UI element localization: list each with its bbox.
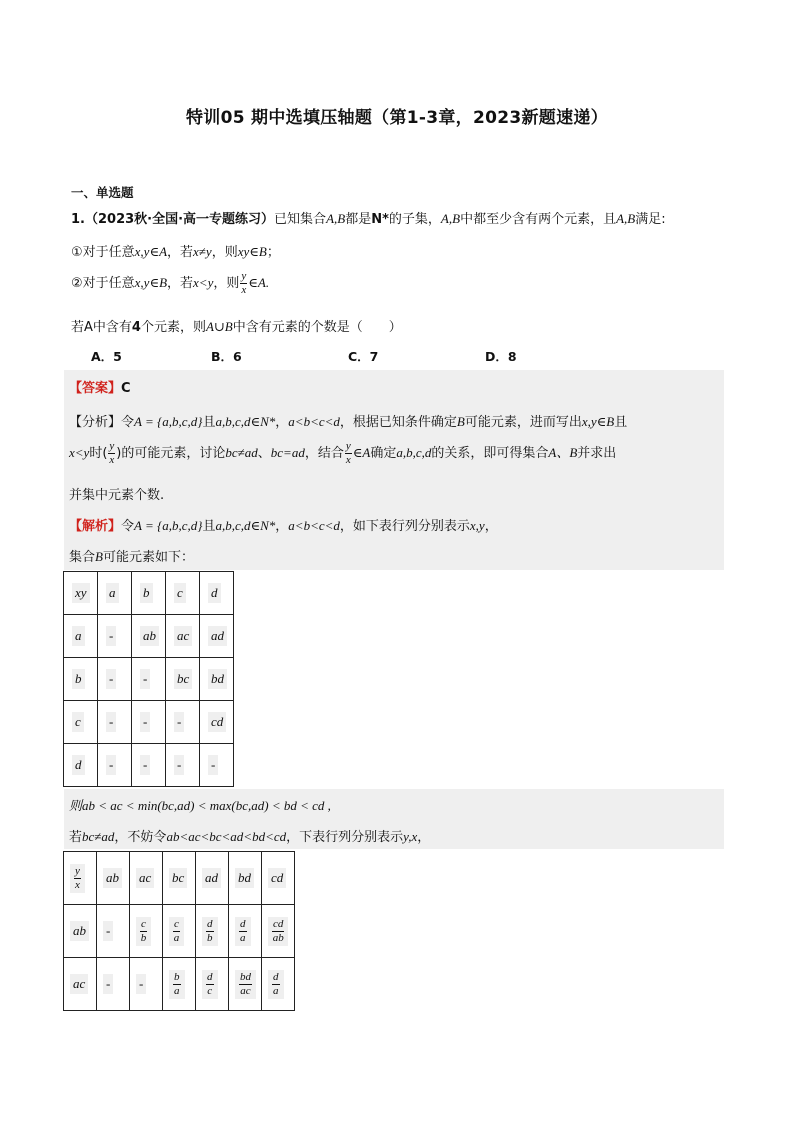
table-row	[64, 615, 234, 658]
math: ab<ac<bc<ad<bd<cd	[166, 829, 287, 844]
quotient-table	[63, 851, 295, 1011]
analysis-text: 并求出	[577, 446, 617, 461]
frac-num: y	[109, 440, 115, 452]
table-cell	[98, 615, 132, 658]
cell-text: bc	[174, 669, 192, 689]
table-cell	[98, 658, 132, 701]
cell-text: -	[140, 669, 150, 689]
table-cell	[98, 701, 132, 744]
table-cell	[132, 615, 166, 658]
cell-content	[235, 917, 251, 946]
fraction	[206, 919, 214, 944]
table-cell	[163, 905, 196, 958]
table-cell	[166, 615, 200, 658]
math: a,b,c,d	[396, 445, 432, 460]
solution-line-2	[69, 546, 194, 565]
cell-text: -	[106, 626, 116, 646]
math: a,b,c,d∈N*	[215, 518, 276, 533]
math: x<y	[193, 275, 214, 290]
math: bc=ad	[270, 445, 305, 460]
table-cell	[64, 658, 98, 701]
cell-text: -	[174, 755, 184, 775]
ask-text: 个元素，则	[140, 320, 206, 335]
row-label-cell	[64, 958, 97, 1011]
option-a[interactable]: A．5	[91, 349, 122, 364]
cell-text: a	[106, 583, 119, 603]
solution-text: ，下表行列分别表示	[286, 830, 404, 845]
math: x,y∈B	[581, 414, 615, 429]
table-cell	[130, 958, 163, 1011]
table-cell	[262, 958, 295, 1011]
table-row	[64, 658, 234, 701]
table-cell	[132, 701, 166, 744]
math-sets: A,B	[326, 211, 346, 226]
condition-2	[71, 271, 269, 296]
table-cell	[229, 958, 262, 1011]
math-nstar: N*	[371, 212, 389, 227]
table-cell	[166, 658, 200, 701]
cell-text: b	[140, 583, 153, 603]
math: a,b,c,d∈N*	[215, 414, 276, 429]
frac-num: b	[174, 970, 180, 983]
header-cell	[130, 852, 163, 905]
table-cell	[200, 744, 234, 787]
table-cell	[132, 658, 166, 701]
frac-den: x	[241, 284, 247, 296]
frac-num: d	[273, 970, 279, 983]
cell-content: -	[136, 974, 146, 994]
solution-text: ，如下表行列分别表示	[339, 519, 470, 534]
table-cell	[97, 958, 130, 1011]
question-stem	[71, 208, 666, 227]
solution-line-4	[69, 826, 430, 845]
analysis-text: ，结合	[304, 446, 344, 461]
analysis-text: 令	[121, 415, 135, 430]
answer-analysis-background	[64, 370, 724, 570]
cell-content: ac	[136, 868, 154, 888]
table-cell	[200, 615, 234, 658]
stem-text: 满足:	[635, 212, 666, 227]
cell-content	[202, 917, 218, 946]
analysis-text: 且	[202, 415, 216, 430]
ask-text: 中含有元素的个数是（ ）	[232, 320, 402, 335]
table-cell	[166, 701, 200, 744]
table-cell	[97, 905, 130, 958]
cell-text: a	[72, 626, 85, 646]
table-row	[64, 744, 234, 787]
table-cell	[229, 905, 262, 958]
question-source: （2023秋·全国·高一专题练习）	[84, 212, 275, 227]
table-cell	[64, 701, 98, 744]
solution-text: 可能元素如下：	[102, 550, 194, 565]
analysis-text: 确定	[370, 446, 397, 461]
math-sets: A,B	[616, 211, 636, 226]
cond-text: ，若	[167, 276, 194, 291]
analysis-text: 、	[257, 446, 271, 461]
cond-text: ①对于任意	[71, 245, 135, 260]
math: bc≠ad	[225, 445, 258, 460]
frac-den: a	[174, 984, 180, 997]
frac-den: ab	[272, 931, 284, 944]
solution-line-3	[69, 795, 331, 814]
header-cell	[166, 572, 200, 615]
solution-tag: 【解析】	[69, 519, 122, 534]
table-cell	[64, 744, 98, 787]
stem-text: 都是	[345, 212, 372, 227]
math: a<b<c<d	[288, 414, 340, 429]
cell-content: -	[103, 974, 113, 994]
solution-text: 集合	[69, 550, 96, 565]
analysis-text: ，根据已知条件确定	[339, 415, 457, 430]
analysis-text: 可能元素，进而写出	[464, 415, 582, 430]
math: y,x	[403, 829, 418, 844]
cell-text: -	[140, 712, 150, 732]
stem-text: 已知集合	[274, 212, 327, 227]
frac-den: ac	[240, 984, 251, 997]
cell-text: d	[72, 755, 85, 775]
header-cell	[97, 852, 130, 905]
cell-content	[268, 917, 288, 946]
solution-text: 且	[202, 519, 216, 534]
table-header-row	[64, 572, 234, 615]
math: x,y∈B	[134, 275, 168, 290]
header-cell	[98, 572, 132, 615]
cell-text: ad	[208, 626, 227, 646]
option-b[interactable]: B．6	[211, 349, 242, 364]
cell-text: c	[174, 583, 186, 603]
header-cell	[229, 852, 262, 905]
solution-line-1	[69, 515, 498, 534]
cell-content	[136, 917, 151, 946]
analysis-text: 且	[614, 415, 628, 430]
cell-text: -	[174, 712, 184, 732]
frac-den: a	[273, 984, 279, 997]
analysis-text: 的关系，即可得集合	[431, 446, 549, 461]
fraction	[272, 919, 284, 944]
row-label-cell	[64, 905, 97, 958]
frac-num: d	[207, 970, 213, 983]
cond-text: ，则	[213, 276, 240, 291]
math: ∈A	[352, 445, 371, 460]
analysis-text: ，	[275, 415, 289, 430]
cond-text: ，则	[211, 245, 238, 260]
frac-den: b	[207, 931, 213, 944]
cell-content: ab	[70, 921, 89, 941]
cell-text: d	[208, 583, 221, 603]
cell-text: -	[208, 755, 218, 775]
answer-line	[69, 377, 131, 396]
table-cell	[200, 701, 234, 744]
question-number: 1.	[71, 212, 85, 227]
cell-content	[70, 864, 85, 893]
cell-content: bc	[169, 868, 187, 888]
math: x≠y	[193, 244, 212, 259]
table-cell	[196, 958, 229, 1011]
cell-text: c	[72, 712, 84, 732]
math-sets: A,B	[440, 211, 461, 226]
math: x,y∈A	[134, 244, 168, 259]
cell-content	[202, 970, 218, 999]
cell-text: cd	[208, 712, 226, 732]
cell-text: ac	[174, 626, 192, 646]
math: A∪B	[205, 319, 233, 334]
math: B	[456, 414, 465, 429]
cell-text: xy	[72, 583, 90, 603]
math: A = {a,b,c,d}	[134, 414, 203, 429]
math: x,y	[469, 518, 485, 533]
solution-text: ，不妨令	[114, 830, 167, 845]
analysis-line-2	[69, 441, 616, 466]
header-cell	[132, 572, 166, 615]
table-cell	[132, 744, 166, 787]
math: B	[95, 549, 103, 564]
cell-content: -	[103, 921, 113, 941]
fraction	[173, 972, 181, 997]
frac-den: c	[207, 984, 213, 997]
cell-text: -	[106, 669, 116, 689]
fraction	[140, 919, 147, 944]
frac-den: x	[109, 454, 115, 466]
question-ask	[71, 316, 402, 335]
table-cell	[200, 658, 234, 701]
fraction-y-over-x	[240, 271, 247, 296]
frac-num: c	[174, 917, 179, 930]
frac-num: d	[240, 917, 246, 930]
cell-text: -	[140, 755, 150, 775]
stem-text: 中都至少含有两个元素，且	[460, 212, 617, 227]
solution-text: ，	[484, 519, 498, 534]
analysis-line-1	[69, 411, 627, 430]
table-cell	[163, 958, 196, 1011]
analysis-text: )的可能元素，讨论	[116, 446, 226, 461]
math: ∈A.	[248, 275, 270, 290]
cond-text: ；	[266, 245, 280, 260]
frac-den: a	[173, 931, 180, 944]
cell-content	[169, 970, 185, 999]
fraction	[239, 919, 247, 944]
fraction	[173, 919, 180, 944]
table-cell	[130, 905, 163, 958]
header-cell	[262, 852, 295, 905]
table-cell	[196, 905, 229, 958]
cell-text: ab	[140, 626, 159, 646]
table-row	[64, 905, 295, 958]
table-header-row	[64, 852, 295, 905]
cell-text: -	[106, 755, 116, 775]
cell-content: bd	[235, 868, 254, 888]
cell-content: ad	[202, 868, 221, 888]
header-cell	[64, 572, 98, 615]
math: x<y	[69, 445, 90, 460]
cond-text: ，若	[167, 245, 194, 260]
frac-num: cd	[273, 917, 284, 930]
table-row	[64, 701, 234, 744]
math: bc≠ad	[82, 829, 115, 844]
fraction	[206, 972, 214, 997]
corner-cell	[64, 852, 97, 905]
math: A、B	[548, 445, 578, 460]
cell-content: ab	[103, 868, 122, 888]
analysis-line-3: 并集中元素个数.	[69, 488, 165, 503]
fraction	[74, 866, 81, 891]
frac-num: c	[141, 917, 146, 930]
cell-text: bd	[208, 669, 227, 689]
answer-value: C	[121, 381, 131, 396]
fraction	[272, 972, 280, 997]
frac-num: bd	[240, 970, 251, 983]
header-cell	[163, 852, 196, 905]
solution-text: ，	[275, 519, 289, 534]
cond-text: ②对于任意	[71, 276, 135, 291]
math: a<b<c<d	[288, 518, 340, 533]
frac-num: y	[345, 440, 351, 452]
option-d[interactable]: D．8	[485, 349, 517, 364]
fraction	[239, 972, 252, 997]
frac-num: y	[241, 270, 247, 282]
fraction-y-over-x	[345, 441, 352, 466]
frac-num: y	[75, 864, 80, 877]
math: A = {a,b,c,d}	[134, 518, 203, 533]
analysis-text: 时(	[89, 446, 108, 461]
header-cell	[196, 852, 229, 905]
ask-text: 若A中含有	[71, 320, 132, 335]
solution-text: 若	[69, 830, 83, 845]
document-title: 特训05 期中选填压轴题（第1-3章，2023新题速递）	[185, 108, 608, 128]
cell-content	[268, 970, 284, 999]
table-row	[64, 958, 295, 1011]
solution-text: 令	[121, 519, 135, 534]
cell-content	[169, 917, 184, 946]
frac-den: x	[75, 878, 80, 891]
frac-den: a	[240, 931, 246, 944]
frac-den: b	[140, 931, 147, 944]
table-cell	[64, 615, 98, 658]
stem-text: 的子集，	[388, 212, 441, 227]
cell-text: -	[106, 712, 116, 732]
product-table	[63, 571, 234, 787]
table-cell	[98, 744, 132, 787]
frac-num: d	[207, 917, 213, 930]
condition-1	[71, 241, 280, 260]
solution-text: ，	[417, 830, 431, 845]
table-cell	[166, 744, 200, 787]
fraction-y-over-x	[108, 441, 115, 466]
answer-tag: 【答案】	[69, 381, 122, 396]
section-heading: 一、单选题	[71, 185, 134, 200]
option-c[interactable]: C．7	[348, 349, 379, 364]
math: 则ab < ac < min(bc,ad) < max(bc,ad) < bd < cd ,	[69, 798, 331, 813]
cell-content	[235, 970, 256, 999]
table-cell	[262, 905, 295, 958]
frac-den: x	[345, 454, 351, 466]
analysis-tag: 【分析】	[69, 415, 122, 430]
cell-content: cd	[268, 868, 286, 888]
cell-content: ac	[70, 974, 88, 994]
ask-count: 4	[131, 320, 141, 335]
cell-text: b	[72, 669, 85, 689]
header-cell	[200, 572, 234, 615]
math: xy∈B	[237, 244, 267, 259]
